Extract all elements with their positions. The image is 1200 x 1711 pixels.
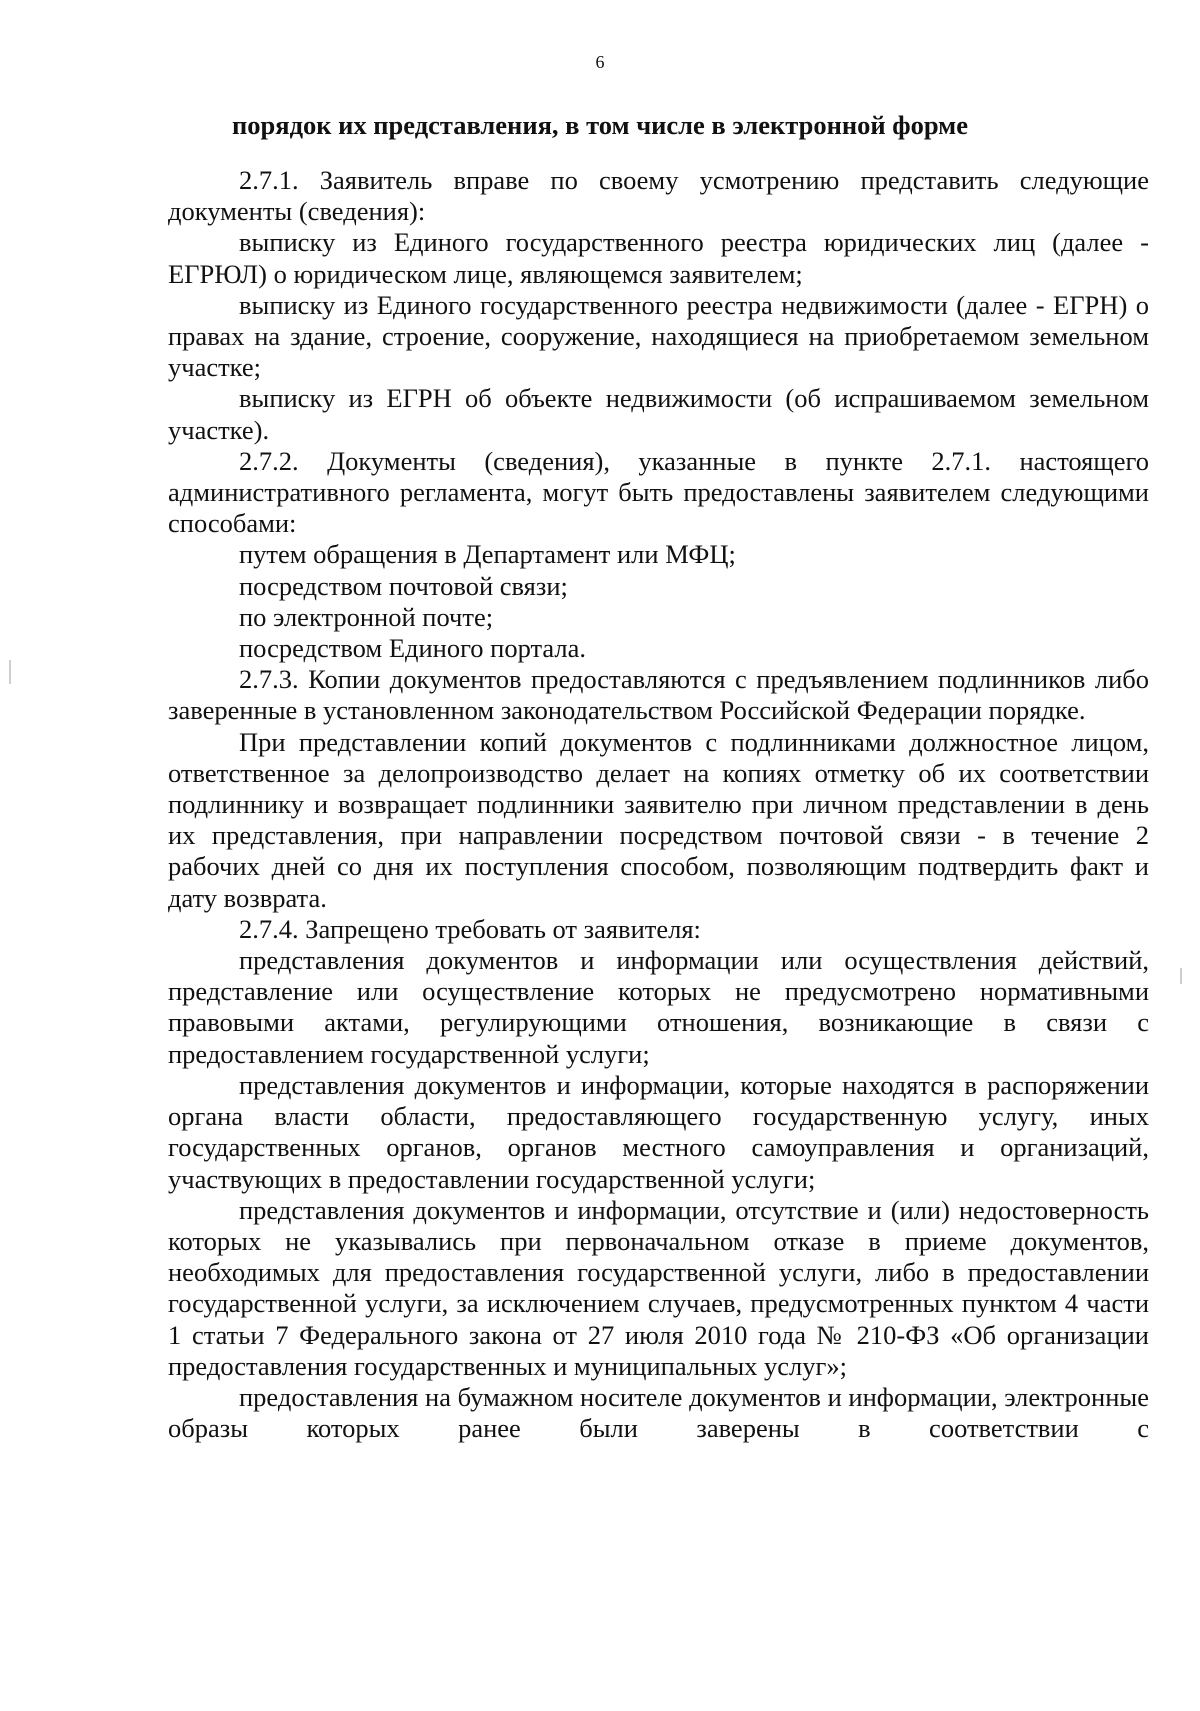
paragraph: 2.7.3. Копии документов предоставляются с предъявлением подлинников либо заверенные в установленном законодательством Российской Федерации порядке. (168, 664, 1149, 726)
paragraph: 2.7.2. Документы (сведения), указанные в пункте 2.7.1. настоящего административного регламента, могут быть предоставлены заявителем следующими способами: (168, 445, 1149, 539)
list-item: посредством почтовой связи; (239, 570, 568, 601)
document-body (168, 165, 1149, 1444)
list-item: путем обращения в Департамент или МФЦ; (239, 539, 736, 570)
paragraph: представления документов и информации, отсутствие и (или) недостоверность которых не указывались при первоначальном отказе в приеме документов, необходимых для предоставления государственной услуги, либо в предоставлении государственной услуги, за исключением случаев, предусмотренных пунктом 4 части 1 статьи 7 Федерального закона от 27 июля 2010 года № 210-ФЗ «Об организации предоставления государственных и муниципальных услуг»; (168, 1194, 1149, 1381)
paragraph: выписку из ЕГРН об объекте недвижимости (об испрашиваемом земельном участке). (168, 383, 1149, 445)
paragraph: 2.7.1. Заявитель вправе по своему усмотрению представить следующие документы (сведения): (168, 165, 1149, 227)
section-heading: порядок их представления, в том числе в электронной форме (232, 110, 968, 140)
scan-mark (9, 660, 11, 684)
page-number: 6 (595, 52, 605, 72)
paragraph: выписку из Единого государственного реестра недвижимости (далее - ЕГРН) о правах на здание, строение, сооружение, находящиеся на приобретаемом земельном участке; (168, 289, 1149, 383)
paragraph: представления документов и информации, которые находятся в распоряжении органа власти области, предоставляющего государственную услугу, иных государственных органов, органов местного самоуправления и организаций, участвующих в предоставлении государственной услуги; (168, 1069, 1149, 1194)
paragraph-continued: предоставления на бумажном носителе документов и информации, электронные образы которых ранее были заверены в соответствии с (168, 1381, 1149, 1444)
paragraph: При представлении копий документов с подлинниками должностное лицом, ответственное за делопроизводство делает на копиях отметку об их соответствии подлиннику и возвращает подлинники заявителю при личном представлении в день их представления, при направлении посредством почтовой связи - в течение 2 рабочих дней со дня их поступления способом, позволяющим подтвердить факт и дату возврата. (168, 726, 1149, 913)
list-item: по электронной почте; (239, 601, 494, 632)
list-item: посредством Единого портала. (239, 633, 587, 664)
paragraph: представления документов и информации или осуществления действий, представление или осуществление которых не предусмотрено нормативными правовыми актами, регулирующими отношения, возникающие в связи с предоставлением государственной услуги; (168, 945, 1149, 1069)
scan-mark (1180, 968, 1182, 984)
paragraph: 2.7.4. Запрещено требовать от заявителя: (239, 913, 701, 944)
paragraph: выписку из Единого государственного реестра юридических лиц (далее - ЕГРЮЛ) о юридическом лице, являющемся заявителем; (168, 227, 1149, 289)
